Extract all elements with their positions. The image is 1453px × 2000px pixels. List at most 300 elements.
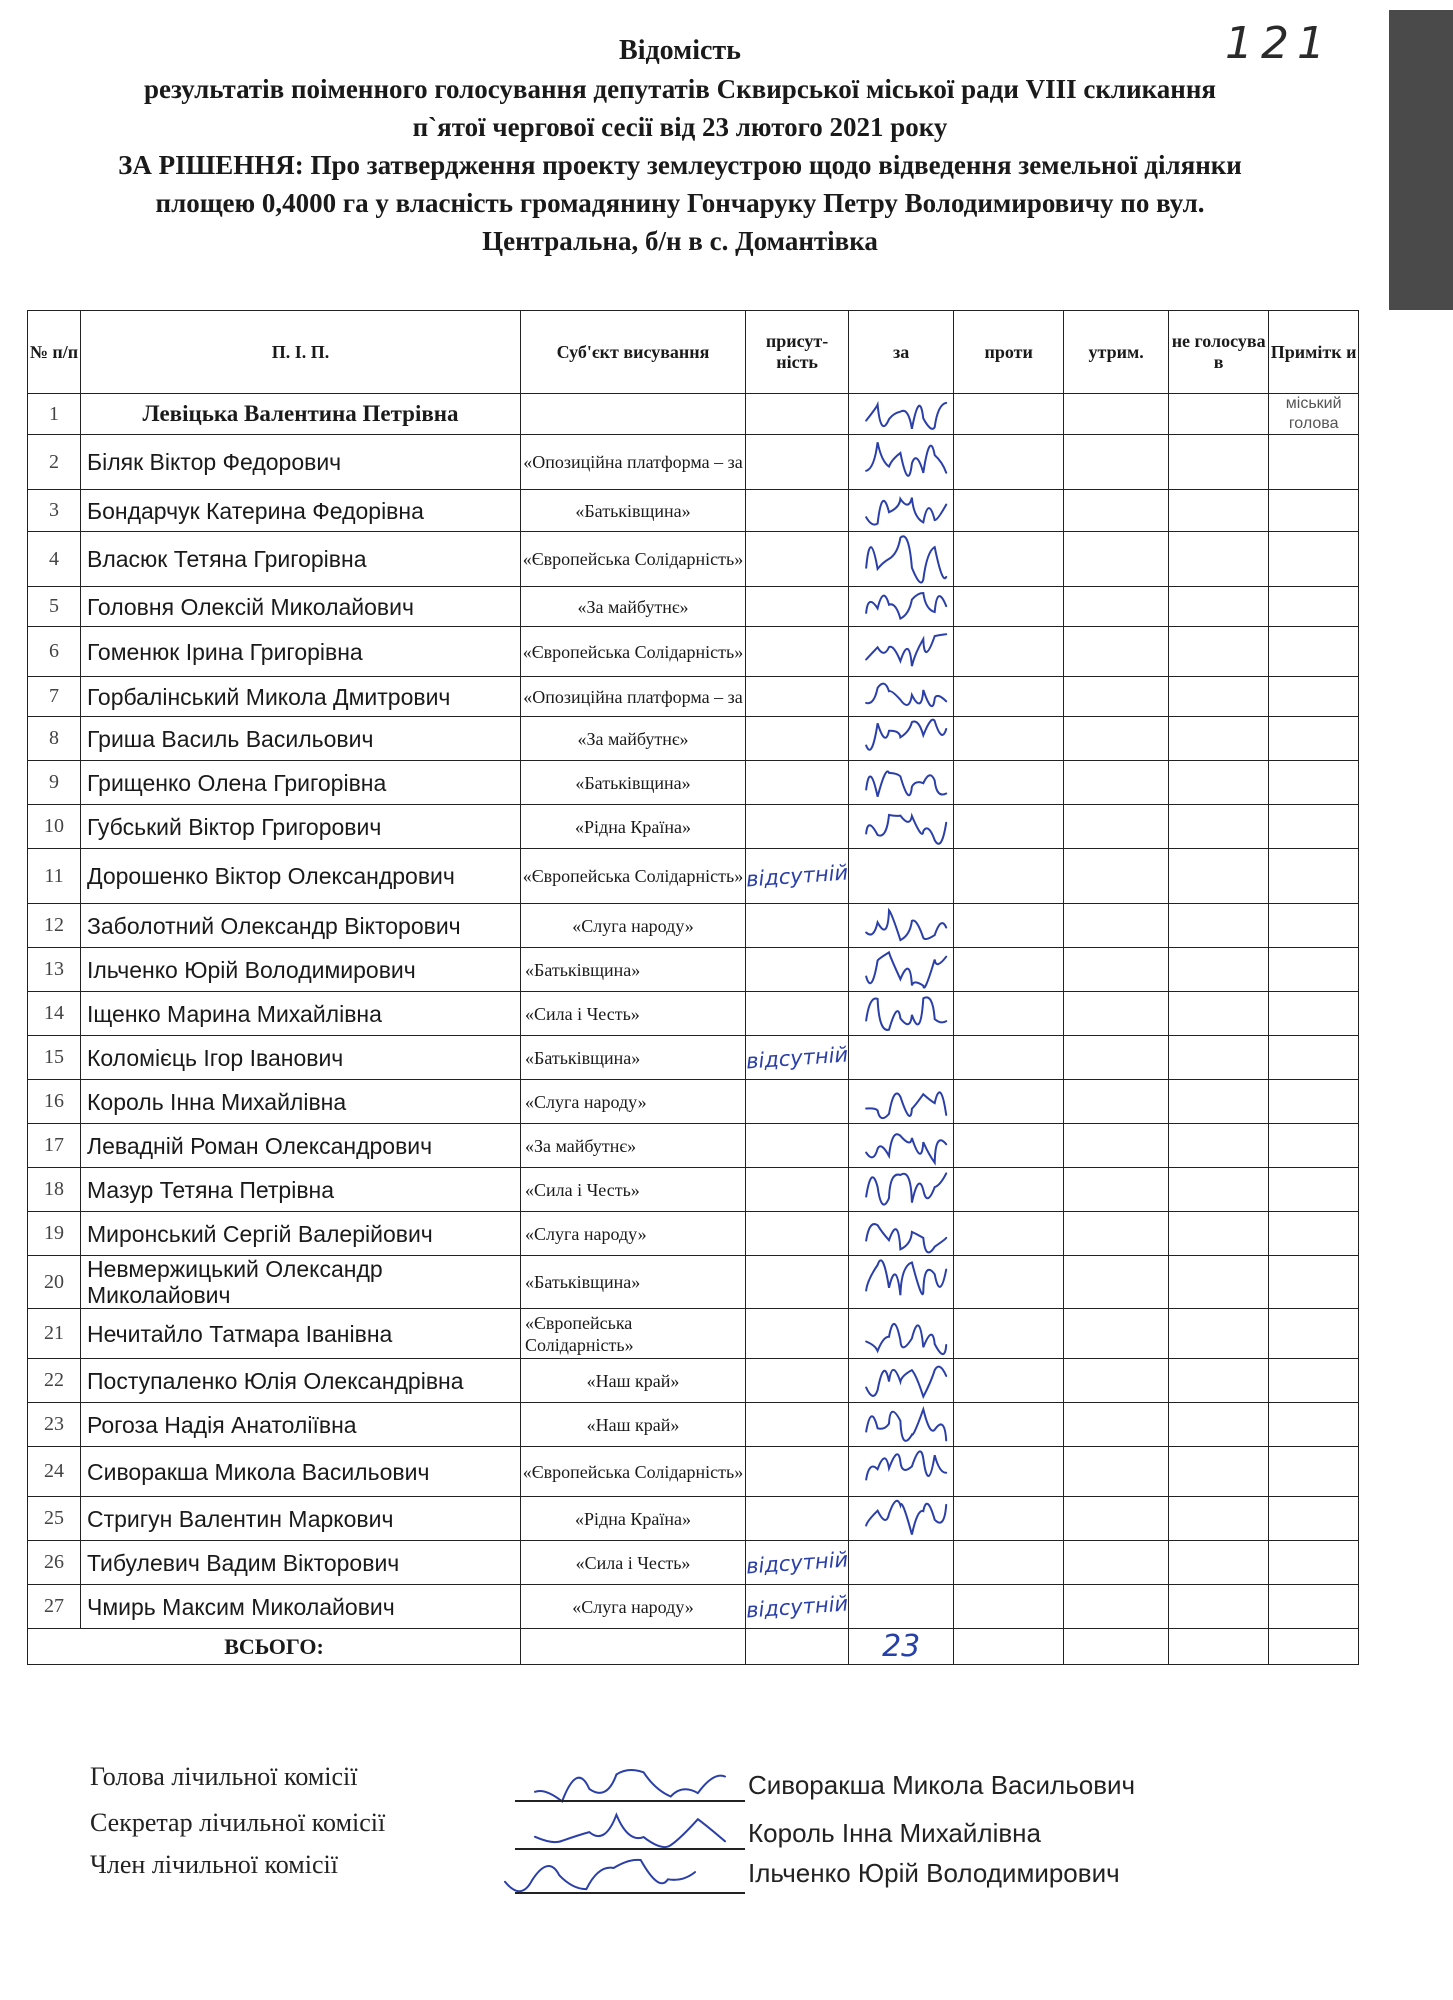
vote-for-cell (849, 904, 954, 948)
total-not-voted-cell (1169, 1629, 1269, 1665)
not-voted-cell (1169, 627, 1269, 677)
vote-abstain-cell (1064, 761, 1169, 805)
absent-mark: відсутній (745, 1546, 849, 1579)
deputy-name: Левіцька Валентина Петрівна (81, 394, 521, 435)
row-number: 21 (28, 1309, 81, 1359)
note-cell (1269, 532, 1359, 587)
present-cell (746, 627, 849, 677)
note-cell (1269, 761, 1359, 805)
vote-for-cell (849, 1447, 954, 1497)
not-voted-cell (1169, 1447, 1269, 1497)
not-voted-cell (1169, 435, 1269, 490)
deputy-name: Невмержицький Олександр Миколайович (81, 1256, 521, 1309)
row-number: 26 (28, 1541, 81, 1585)
not-voted-cell (1169, 677, 1269, 717)
vote-against-cell (954, 1256, 1064, 1309)
absent-mark: відсутній (745, 860, 849, 892)
row-number: 10 (28, 805, 81, 849)
secretary-signature-line (515, 1848, 745, 1850)
row-number: 23 (28, 1403, 81, 1447)
document-header (0, 32, 1360, 260)
present-cell (746, 717, 849, 761)
present-cell (746, 1036, 849, 1080)
not-voted-cell (1169, 394, 1269, 435)
vote-for-cell (849, 1212, 954, 1256)
row-number: 7 (28, 677, 81, 717)
nominating-subject: «Європейська Солідарність» (521, 627, 746, 677)
nominating-subject (521, 394, 746, 435)
table-row (28, 904, 1359, 948)
vote-for-cell (849, 849, 954, 904)
nominating-subject: «Сила і Честь» (521, 1168, 746, 1212)
header-line-3: ЗА РІШЕННЯ: Про затвердження проекту землеустрою щодо відведення земельної ділянки (118, 150, 1242, 180)
col-num-header: № п/п (28, 311, 81, 394)
chair-name: Сиворакша Микола Васильович (748, 1770, 1136, 1800)
nominating-subject: «Європейська Солідарність» (521, 1309, 746, 1359)
row-number: 8 (28, 717, 81, 761)
vote-against-cell (954, 1309, 1064, 1359)
vote-abstain-cell (1064, 849, 1169, 904)
present-cell (746, 1403, 849, 1447)
vote-for-cell (849, 948, 954, 992)
col-for-header: за (849, 311, 954, 394)
not-voted-cell (1169, 587, 1269, 627)
note-cell (1269, 587, 1359, 627)
not-voted-cell (1169, 1585, 1269, 1629)
deputy-name: Нечитайло Татмара Іванівна (81, 1309, 521, 1359)
scan-edge-mark (1389, 10, 1453, 310)
chair-signature-line (515, 1800, 745, 1802)
present-cell (746, 1497, 849, 1541)
row-number: 2 (28, 435, 81, 490)
not-voted-cell (1169, 1359, 1269, 1403)
table-row (28, 435, 1359, 490)
present-cell (746, 761, 849, 805)
table-row (28, 849, 1359, 904)
header-line-4: площею 0,4000 га у власність громадянину Гончаруку Петру Володимировичу по вул. (155, 188, 1205, 218)
vote-against-cell (954, 1168, 1064, 1212)
deputy-name: Губський Віктор Григорович (81, 805, 521, 849)
vote-against-cell (954, 587, 1064, 627)
nominating-subject: «За майбутнє» (521, 587, 746, 627)
present-cell (746, 587, 849, 627)
vote-abstain-cell (1064, 1585, 1169, 1629)
nominating-subject: «Опозиційна платформа – за (521, 435, 746, 490)
note-cell (1269, 992, 1359, 1036)
vote-against-cell (954, 717, 1064, 761)
present-cell (746, 1541, 849, 1585)
vote-against-cell (954, 849, 1064, 904)
vote-for-cell (849, 1497, 954, 1541)
nominating-subject: «Опозиційна платформа – за (521, 677, 746, 717)
not-voted-cell (1169, 1256, 1269, 1309)
nominating-subject: «Батьківщина» (521, 1256, 746, 1309)
vote-abstain-cell (1064, 1212, 1169, 1256)
member-signature-line (515, 1892, 745, 1894)
vote-for-cell (849, 532, 954, 587)
deputy-name: Рогоза Надія Анатоліївна (81, 1403, 521, 1447)
note-cell (1269, 1447, 1359, 1497)
table-row (28, 1256, 1359, 1309)
total-label: ВСЬОГО: (28, 1629, 521, 1665)
deputy-name: Коломієць Ігор Іванович (81, 1036, 521, 1080)
row-number: 25 (28, 1497, 81, 1541)
not-voted-cell (1169, 948, 1269, 992)
table-row (28, 532, 1359, 587)
member-label: Член лічильної комісії (90, 1850, 338, 1879)
present-cell (746, 1080, 849, 1124)
deputy-name: Мазур Тетяна Петрівна (81, 1168, 521, 1212)
row-number: 9 (28, 761, 81, 805)
nominating-subject: «Батьківщина» (521, 490, 746, 532)
table-row (28, 717, 1359, 761)
col-subject-header: Суб'єкт висування (521, 311, 746, 394)
vote-abstain-cell (1064, 587, 1169, 627)
vote-for-cell (849, 1309, 954, 1359)
note-cell (1269, 677, 1359, 717)
row-number: 5 (28, 587, 81, 627)
row-number: 17 (28, 1124, 81, 1168)
vote-abstain-cell (1064, 1124, 1169, 1168)
total-against-cell (954, 1629, 1064, 1665)
vote-against-cell (954, 904, 1064, 948)
table-row (28, 948, 1359, 992)
nominating-subject: «Сила і Честь» (521, 1541, 746, 1585)
vote-for-cell (849, 1256, 954, 1309)
vote-against-cell (954, 1447, 1064, 1497)
present-cell (746, 677, 849, 717)
table-body (28, 394, 1359, 1629)
deputy-name: Гоменюк Ірина Григорівна (81, 627, 521, 677)
note-cell (1269, 717, 1359, 761)
note-cell (1269, 1168, 1359, 1212)
vote-against-cell (954, 1403, 1064, 1447)
deputy-name: Головня Олексій Миколайович (81, 587, 521, 627)
table-row (28, 394, 1359, 435)
absent-mark: відсутній (745, 1041, 849, 1074)
vote-for-cell (849, 435, 954, 490)
table-row (28, 1080, 1359, 1124)
row-number: 3 (28, 490, 81, 532)
total-for-value: 23 (849, 1629, 954, 1665)
table-row (28, 805, 1359, 849)
table-row (28, 1124, 1359, 1168)
nominating-subject: «Батьківщина» (521, 1036, 746, 1080)
vote-abstain-cell (1064, 1256, 1169, 1309)
not-voted-cell (1169, 1309, 1269, 1359)
row-number: 22 (28, 1359, 81, 1403)
row-number: 27 (28, 1585, 81, 1629)
table-row (28, 490, 1359, 532)
nominating-subject: «Наш край» (521, 1403, 746, 1447)
row-number: 24 (28, 1447, 81, 1497)
present-cell (746, 1124, 849, 1168)
vote-abstain-cell (1064, 717, 1169, 761)
not-voted-cell (1169, 849, 1269, 904)
vote-for-cell (849, 1168, 954, 1212)
total-abstain-cell (1064, 1629, 1169, 1665)
vote-for-cell (849, 761, 954, 805)
vote-abstain-cell (1064, 1359, 1169, 1403)
row-number: 13 (28, 948, 81, 992)
table-row (28, 1212, 1359, 1256)
col-against-header: проти (954, 311, 1064, 394)
present-cell (746, 394, 849, 435)
deputy-name: Тибулевич Вадим Вікторович (81, 1541, 521, 1585)
note-cell (1269, 1497, 1359, 1541)
vote-for-cell (849, 992, 954, 1036)
nominating-subject: «Слуга народу» (521, 1080, 746, 1124)
deputy-name: Дорошенко Віктор Олександрович (81, 849, 521, 904)
vote-abstain-cell (1064, 627, 1169, 677)
vote-abstain-cell (1064, 904, 1169, 948)
vote-abstain-cell (1064, 394, 1169, 435)
row-number: 16 (28, 1080, 81, 1124)
vote-against-cell (954, 1497, 1064, 1541)
vote-against-cell (954, 1036, 1064, 1080)
note-cell (1269, 1309, 1359, 1359)
nominating-subject: «Батьківщина» (521, 761, 746, 805)
col-not-voted-header: не голосува в (1169, 311, 1269, 394)
vote-against-cell (954, 1541, 1064, 1585)
vote-abstain-cell (1064, 1541, 1169, 1585)
deputy-name: Гриша Василь Васильович (81, 717, 521, 761)
not-voted-cell (1169, 1124, 1269, 1168)
present-cell (746, 805, 849, 849)
vote-against-cell (954, 805, 1064, 849)
nominating-subject: «Європейська Солідарність» (521, 1447, 746, 1497)
not-voted-cell (1169, 1541, 1269, 1585)
row-number: 14 (28, 992, 81, 1036)
table-row (28, 1585, 1359, 1629)
vote-abstain-cell (1064, 435, 1169, 490)
vote-against-cell (954, 1212, 1064, 1256)
note-cell: міський голова (1269, 394, 1359, 435)
header-line-2: п`ятої чергової сесії від 23 лютого 2021 року (412, 112, 948, 142)
not-voted-cell (1169, 1403, 1269, 1447)
nominating-subject: «Сила і Честь» (521, 992, 746, 1036)
table-row (28, 992, 1359, 1036)
deputy-name: Біляк Віктор Федорович (81, 435, 521, 490)
secretary-name: Король Інна Михайлівна (748, 1818, 1041, 1848)
not-voted-cell (1169, 992, 1269, 1036)
deputy-name: Горбалінський Микола Дмитрович (81, 677, 521, 717)
present-cell (746, 1447, 849, 1497)
nominating-subject: «Батьківщина» (521, 948, 746, 992)
vote-for-cell (849, 1403, 954, 1447)
deputy-name: Бондарчук Катерина Федорівна (81, 490, 521, 532)
vote-abstain-cell (1064, 805, 1169, 849)
vote-for-cell (849, 677, 954, 717)
deputy-name: Грищенко Олена Григорівна (81, 761, 521, 805)
not-voted-cell (1169, 1497, 1269, 1541)
deputy-name: Сиворакша Микола Васильович (81, 1447, 521, 1497)
vote-abstain-cell (1064, 1403, 1169, 1447)
document-title: Відомість (619, 35, 741, 66)
deputy-name: Заболотний Олександр Вікторович (81, 904, 521, 948)
row-number: 11 (28, 849, 81, 904)
vote-for-cell (849, 1080, 954, 1124)
page-number: 121 (1225, 18, 1333, 69)
vote-against-cell (954, 761, 1064, 805)
voting-table (27, 310, 1359, 1665)
vote-for-cell (849, 587, 954, 627)
note-cell (1269, 1541, 1359, 1585)
chair-label: Голова лічильної комісії (90, 1762, 358, 1791)
nominating-subject: «Рідна Країна» (521, 1497, 746, 1541)
vote-against-cell (954, 1124, 1064, 1168)
note-cell (1269, 627, 1359, 677)
vote-against-cell (954, 948, 1064, 992)
note-cell (1269, 435, 1359, 490)
vote-against-cell (954, 992, 1064, 1036)
table-row (28, 627, 1359, 677)
vote-abstain-cell (1064, 1447, 1169, 1497)
nominating-subject: «Рідна Країна» (521, 805, 746, 849)
vote-against-cell (954, 435, 1064, 490)
nominating-subject: «Наш край» (521, 1359, 746, 1403)
note-cell (1269, 1036, 1359, 1080)
not-voted-cell (1169, 490, 1269, 532)
vote-for-cell (849, 490, 954, 532)
table-row (28, 677, 1359, 717)
note-cell (1269, 490, 1359, 532)
vote-against-cell (954, 394, 1064, 435)
deputy-name: Поступаленко Юлія Олександрівна (81, 1359, 521, 1403)
vote-abstain-cell (1064, 1309, 1169, 1359)
note-cell (1269, 904, 1359, 948)
table-row (28, 1447, 1359, 1497)
table-header-row (28, 311, 1359, 394)
table-row (28, 1541, 1359, 1585)
not-voted-cell (1169, 1036, 1269, 1080)
member-name: Ільченко Юрій Володимирович (748, 1858, 1120, 1888)
vote-against-cell (954, 1359, 1064, 1403)
nominating-subject: «Слуга народу» (521, 1212, 746, 1256)
vote-for-cell (849, 627, 954, 677)
nominating-subject: «Слуга народу» (521, 904, 746, 948)
table-row (28, 761, 1359, 805)
not-voted-cell (1169, 904, 1269, 948)
vote-against-cell (954, 1585, 1064, 1629)
row-number: 1 (28, 394, 81, 435)
row-number: 20 (28, 1256, 81, 1309)
present-cell (746, 1309, 849, 1359)
deputy-name: Левадній Роман Олександрович (81, 1124, 521, 1168)
note-cell (1269, 1359, 1359, 1403)
deputy-name: Король Інна Михайлівна (81, 1080, 521, 1124)
present-cell (746, 1256, 849, 1309)
note-cell (1269, 805, 1359, 849)
note-cell (1269, 1124, 1359, 1168)
deputy-name: Ільченко Юрій Володимирович (81, 948, 521, 992)
total-note-cell (1269, 1629, 1359, 1665)
header-line-1: результатів поіменного голосування депутатів Сквирської міської ради VIII скликання (143, 74, 1217, 104)
present-cell (746, 435, 849, 490)
vote-against-cell (954, 627, 1064, 677)
nominating-subject: «Європейська Солідарність» (521, 532, 746, 587)
note-cell (1269, 1256, 1359, 1309)
present-cell (746, 1585, 849, 1629)
vote-abstain-cell (1064, 1080, 1169, 1124)
vote-abstain-cell (1064, 490, 1169, 532)
total-subject-cell (521, 1629, 746, 1665)
table-row (28, 587, 1359, 627)
nominating-subject: «Європейська Солідарність» (521, 849, 746, 904)
vote-abstain-cell (1064, 1168, 1169, 1212)
nominating-subject: «Слуга народу» (521, 1585, 746, 1629)
col-present-header: присут-ність (746, 311, 849, 394)
present-cell (746, 904, 849, 948)
note-cell (1269, 948, 1359, 992)
vote-abstain-cell (1064, 1497, 1169, 1541)
vote-for-cell (849, 1359, 954, 1403)
vote-for-cell (849, 1541, 954, 1585)
vote-abstain-cell (1064, 992, 1169, 1036)
note-cell (1269, 1080, 1359, 1124)
row-number: 6 (28, 627, 81, 677)
note-cell (1269, 1403, 1359, 1447)
present-cell (746, 948, 849, 992)
deputy-name: Миронський Сергій Валерійович (81, 1212, 521, 1256)
total-row (28, 1629, 1359, 1665)
vote-for-cell (849, 1585, 954, 1629)
vote-abstain-cell (1064, 677, 1169, 717)
vote-for-cell (849, 805, 954, 849)
vote-against-cell (954, 490, 1064, 532)
vote-for-cell (849, 717, 954, 761)
present-cell (746, 1359, 849, 1403)
deputy-name: Чмирь Максим Миколайович (81, 1585, 521, 1629)
total-present-cell (746, 1629, 849, 1665)
row-number: 4 (28, 532, 81, 587)
deputy-name: Іщенко Марина Михайлівна (81, 992, 521, 1036)
commission-signature (535, 1815, 725, 1847)
absent-mark: відсутній (745, 1590, 849, 1623)
commission-signature (505, 1860, 695, 1891)
row-number: 12 (28, 904, 81, 948)
deputy-name: Власюк Тетяна Григорівна (81, 532, 521, 587)
not-voted-cell (1169, 1212, 1269, 1256)
nominating-subject: «За майбутнє» (521, 717, 746, 761)
vote-abstain-cell (1064, 532, 1169, 587)
row-number: 15 (28, 1036, 81, 1080)
vote-against-cell (954, 532, 1064, 587)
vote-abstain-cell (1064, 1036, 1169, 1080)
present-cell (746, 490, 849, 532)
table-row (28, 1403, 1359, 1447)
secretary-label: Секретар лічильної комісії (90, 1808, 386, 1837)
not-voted-cell (1169, 532, 1269, 587)
col-abstain-header: утрим. (1064, 311, 1169, 394)
table-row (28, 1309, 1359, 1359)
vote-for-cell (849, 1124, 954, 1168)
table-row (28, 1168, 1359, 1212)
not-voted-cell (1169, 761, 1269, 805)
col-note-header: Примітк и (1269, 311, 1359, 394)
not-voted-cell (1169, 805, 1269, 849)
col-pip-header: П. І. П. (81, 311, 521, 394)
vote-for-cell (849, 1036, 954, 1080)
vote-abstain-cell (1064, 948, 1169, 992)
present-cell (746, 532, 849, 587)
not-voted-cell (1169, 1080, 1269, 1124)
vote-against-cell (954, 677, 1064, 717)
row-number: 18 (28, 1168, 81, 1212)
present-cell (746, 1212, 849, 1256)
vote-against-cell (954, 1080, 1064, 1124)
vote-for-cell (849, 394, 954, 435)
